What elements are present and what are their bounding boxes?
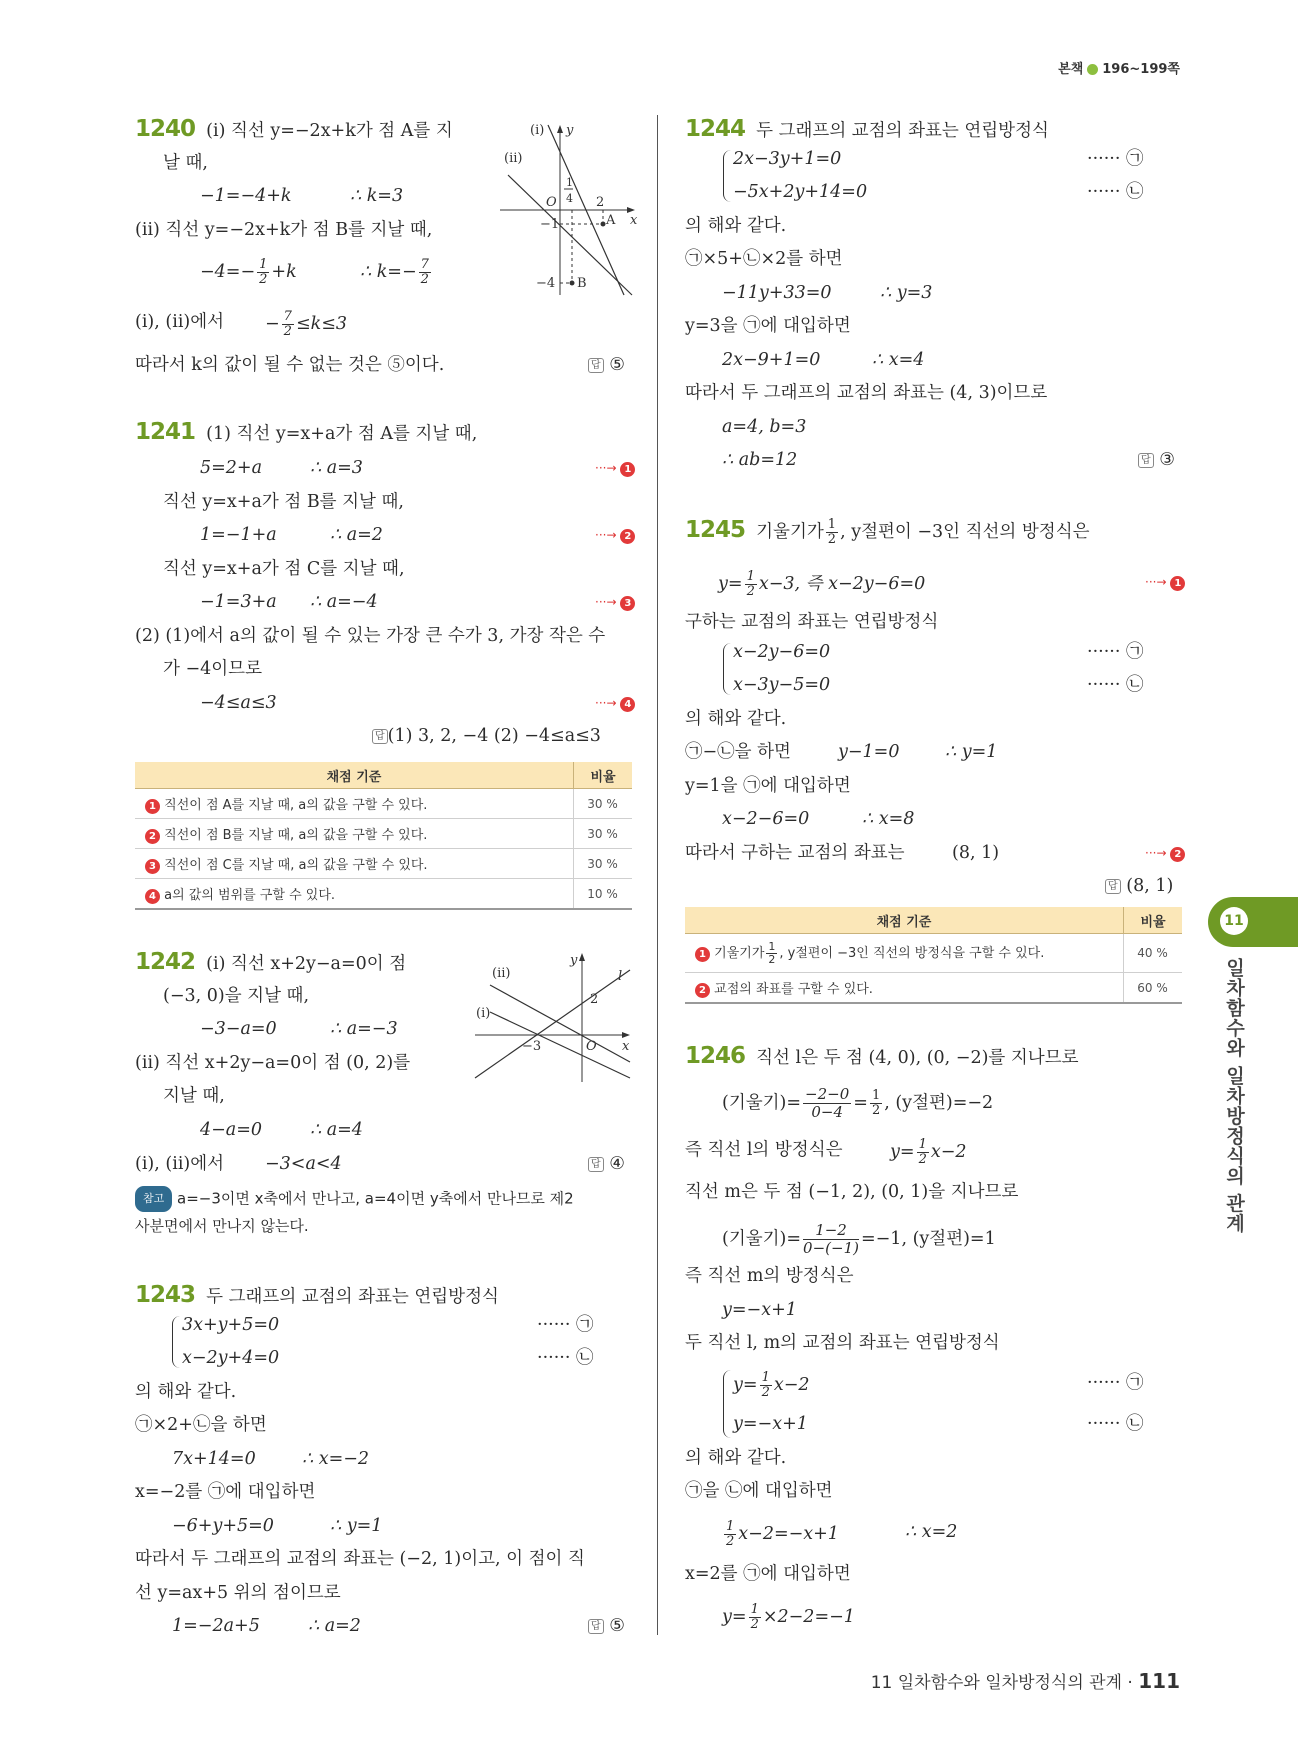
- graph-label: (ⅰ): [530, 123, 545, 138]
- result: ∴ a=−3: [330, 1019, 398, 1039]
- eq-part: (기울기)=: [722, 1093, 802, 1113]
- row-num: 2: [145, 829, 160, 844]
- eq-part: ≤k≤3: [295, 314, 348, 334]
- graph-label: (ⅱ): [492, 966, 511, 981]
- table-header: 비율: [574, 762, 633, 789]
- text-line: ㉠을 ㉡에 대입하면: [685, 1481, 833, 1501]
- equation: [722, 1520, 839, 1549]
- equation: y=−x+1: [722, 1300, 797, 1320]
- table-row: [685, 934, 1182, 973]
- equation: [718, 570, 925, 599]
- equation: [722, 1603, 855, 1632]
- problem-number: 1240: [135, 116, 196, 142]
- fraction: [745, 570, 757, 599]
- text-line: 기울기가: [756, 522, 824, 542]
- text-line: 따라서 k의 값이 될 수 없는 것은 ⑤이다.: [135, 355, 445, 375]
- answer: [1105, 874, 1173, 898]
- row-text: 직선이 점 C를 지날 때, a의 값을 구할 수 있다.: [164, 857, 428, 873]
- numerator: 1: [750, 1602, 759, 1617]
- marker: ㉡: [575, 1348, 594, 1368]
- equation: −11y+33=0: [722, 283, 832, 303]
- text-line: 가 −4이므로: [163, 659, 262, 679]
- marker: ㉡: [1125, 675, 1144, 695]
- table-header: 비율: [1124, 907, 1183, 934]
- note-text: a=−3이면 x축에서 만나고, a=4이면 y축에서 만나므로 제2: [177, 1189, 574, 1208]
- problem-number: 1245: [685, 517, 746, 543]
- header-dot-icon: [1087, 64, 1098, 75]
- denominator: 2: [871, 1103, 881, 1118]
- graph-label: y: [566, 123, 574, 138]
- fraction: [760, 1371, 772, 1400]
- text-line: 두 직선 l, m의 교점의 좌표는 연립방정식: [685, 1333, 1000, 1353]
- result: ∴ a=3: [310, 458, 363, 478]
- text-line: (ⅰ), (ⅱ)에서: [135, 312, 225, 332]
- text-line: x=−2를 ㉠에 대입하면: [135, 1482, 316, 1502]
- row-num: 2: [695, 983, 710, 998]
- denominator: 2: [726, 1534, 735, 1549]
- eq-marker: [1087, 1371, 1143, 1395]
- numerator: 1−2: [803, 1222, 859, 1240]
- equation: [890, 1138, 967, 1167]
- step-num: 2: [620, 529, 635, 544]
- text-line: (2) (1)에서 a의 값이 될 수 있는 가장 큰 수가 3, 가장 작은 수: [135, 626, 606, 646]
- step-marker: ···→ 1: [1145, 570, 1185, 594]
- result: ∴ x=2: [905, 1522, 958, 1542]
- marker: ㉠: [1125, 642, 1144, 662]
- equation: −6+y+5=0: [172, 1516, 274, 1536]
- graph-1242: [470, 950, 635, 1085]
- eq-part: x−2: [773, 1375, 810, 1395]
- denominator: 2: [420, 272, 429, 287]
- eq-part: , (y절편)=−2: [884, 1093, 994, 1113]
- table-row: [135, 819, 632, 849]
- eq-part: x−2=−x+1: [738, 1524, 839, 1544]
- graph-label: 1: [566, 176, 573, 189]
- text-line: y=1을 ㉠에 대입하면: [685, 776, 851, 796]
- brace: [723, 643, 732, 695]
- result: ∴ ab=12: [722, 450, 798, 470]
- eq-part: x−3, 즉 x−2y−6=0: [758, 574, 926, 594]
- answer-value: ④: [609, 1154, 625, 1174]
- equation: −1=3+a: [200, 592, 277, 612]
- row-text: 교점의 좌표를 구할 수 있다.: [714, 981, 873, 997]
- fraction: [826, 518, 838, 547]
- denominator: 2: [750, 1617, 759, 1632]
- note-text: 사분면에서 만나지 않는다.: [135, 1217, 309, 1235]
- row-text: 기울기가: [714, 945, 765, 961]
- text-line: (ⅱ) 직선 y=−2x+k가 점 B를 지날 때,: [135, 220, 433, 240]
- page-header: [1058, 58, 1180, 77]
- page-range: 196~199쪽: [1102, 62, 1180, 77]
- fraction: [766, 941, 777, 966]
- inequality: −3<a<4: [265, 1154, 342, 1174]
- row-ratio: 60 %: [1124, 973, 1183, 1004]
- denominator: 2: [746, 584, 755, 599]
- eq-part: y=: [733, 1375, 758, 1395]
- answer-value: (8, 1): [1126, 876, 1174, 896]
- fraction: [282, 310, 294, 339]
- eq-part: ∴ k=−: [360, 262, 417, 282]
- eq-part: =−1, (y절편)=1: [860, 1229, 996, 1249]
- step-marker: ···→ 1: [595, 456, 635, 480]
- text-line: 직선 y=x+a가 점 B를 지날 때,: [163, 492, 404, 512]
- text-line: 지날 때,: [163, 1086, 225, 1106]
- numerator: 1: [761, 1370, 770, 1385]
- numerator: 1: [726, 1519, 735, 1534]
- equation: y=−x+1: [733, 1414, 808, 1434]
- fraction: [917, 1138, 929, 1167]
- graph-label: −1: [540, 217, 560, 232]
- eq-marker: [1087, 640, 1143, 664]
- graph-label: x: [630, 213, 638, 228]
- equation: −1=−4+k: [200, 186, 292, 206]
- table-header: 채점 기준: [685, 907, 1124, 934]
- result: ∴ y=3: [880, 283, 933, 303]
- graph-label: x: [622, 1039, 630, 1054]
- dots: ······: [1087, 149, 1121, 169]
- fraction: [257, 258, 269, 287]
- row-text: , y절편이 −3인 직선의 방정식을 구할 수 있다.: [779, 945, 1045, 961]
- numerator: 1: [746, 569, 755, 584]
- answer: [588, 1614, 625, 1638]
- fraction: [749, 1603, 761, 1632]
- text-line: 선 y=ax+5 위의 점이므로: [135, 1583, 341, 1603]
- text-line: 즉 직선 l의 방정식은: [685, 1140, 843, 1160]
- dots: ······: [1087, 1414, 1121, 1434]
- scoring-table: [685, 907, 1182, 1004]
- table-row: [135, 849, 632, 879]
- table-row: [135, 789, 632, 819]
- dots: ······: [537, 1315, 571, 1335]
- equation: 3x+y+5=0: [182, 1315, 280, 1335]
- numerator: 1: [259, 257, 268, 272]
- eq-marker: [1087, 1412, 1143, 1436]
- equation: 4−a=0: [200, 1120, 263, 1140]
- eq-marker: [537, 1313, 593, 1337]
- result: ∴ a=4: [310, 1120, 363, 1140]
- fraction: [419, 258, 431, 287]
- answer: [372, 724, 601, 748]
- graph-label: (ⅰ): [476, 1006, 491, 1021]
- graph-label: −3: [522, 1039, 542, 1054]
- result: [360, 258, 433, 287]
- chapter-title: 일차함수와 일차방정식의 관계: [1223, 958, 1245, 1234]
- marker: ㉡: [1125, 182, 1144, 202]
- text-line: x=2를 ㉠에 대입하면: [685, 1564, 851, 1584]
- result: ∴ a=2: [330, 525, 383, 545]
- graph-label: 2: [590, 992, 599, 1007]
- dots: ······: [1087, 642, 1121, 662]
- row-ratio: 30 %: [574, 789, 633, 819]
- equation: y−1=0: [838, 742, 900, 762]
- graph-1240: [500, 120, 640, 300]
- result: ∴ y=1: [945, 742, 998, 762]
- denominator: 2: [827, 532, 837, 547]
- step-marker: ···→ 2: [1145, 841, 1185, 865]
- graph-label: B: [577, 276, 587, 291]
- text-line: 따라서 두 그래프의 교점의 좌표는 (4, 3)이므로: [685, 383, 1048, 403]
- text-line: 직선 l은 두 점 (4, 0), (0, −2)를 지나므로: [756, 1048, 1079, 1068]
- denominator: 0−4: [811, 1103, 843, 1121]
- answer-icon: 답: [1105, 879, 1121, 894]
- eq-part: +k: [271, 262, 297, 282]
- answer: [588, 1152, 625, 1176]
- text-line: 날 때,: [163, 153, 208, 173]
- graph-label: (ⅱ): [504, 151, 523, 166]
- dots: ······: [1087, 675, 1121, 695]
- marker: ㉠: [1125, 149, 1144, 169]
- note-label: 참고: [135, 1186, 172, 1212]
- result: ∴ a=2: [308, 1616, 361, 1636]
- eq-part: =: [853, 1093, 868, 1113]
- text-line: ㉠×2+㉡을 하면: [135, 1415, 267, 1435]
- step-num: 1: [620, 462, 635, 477]
- denominator: 2: [283, 324, 292, 339]
- text-line: 즉 직선 m의 방정식은: [685, 1266, 854, 1286]
- dots: ······: [1087, 182, 1121, 202]
- answer-icon: 답: [588, 1619, 604, 1634]
- graph-label: l: [618, 969, 623, 984]
- column-divider: [657, 115, 658, 1635]
- eq-part: x−2: [930, 1142, 967, 1162]
- equation: 2x−3y+1=0: [733, 149, 842, 169]
- text-line: , y절편이 −3인 직선의 방정식은: [840, 522, 1090, 542]
- row-ratio: 10 %: [574, 879, 633, 910]
- result: ∴ x=−2: [302, 1449, 370, 1469]
- eq-part: (기울기)=: [722, 1229, 802, 1249]
- numerator: 1: [918, 1137, 927, 1152]
- answer: [1138, 448, 1175, 472]
- equation: −5x+2y+14=0: [733, 182, 868, 202]
- chapter-tab: [1208, 897, 1298, 947]
- answer-value: ⑤: [609, 355, 625, 375]
- row-text: a의 값의 범위를 구할 수 있다.: [164, 887, 336, 903]
- eq-part: y=: [718, 574, 743, 594]
- inequality: − $\frac{7}{2}$ ≤k≤3: [265, 309, 348, 339]
- equation: 7x+14=0: [172, 1449, 256, 1469]
- brace: [723, 1370, 732, 1438]
- page-footer: 11 일차함수와 일차방정식의 관계 · 111: [870, 1669, 1180, 1693]
- text-line: (1) 직선 y=x+a가 점 A를 지날 때,: [206, 424, 478, 444]
- text-line: y=3을 ㉠에 대입하면: [685, 316, 851, 336]
- denominator: 2: [768, 952, 776, 966]
- brace: [723, 150, 732, 202]
- brace: [172, 1316, 181, 1368]
- fraction: [803, 1222, 859, 1257]
- eq-part: y=: [722, 1607, 747, 1627]
- equation: 5=2+a: [200, 458, 263, 478]
- text-line: 두 그래프의 교점의 좌표는 연립방정식: [206, 1287, 499, 1307]
- equation: x−2−6=0: [722, 809, 810, 829]
- numerator: −2−0: [805, 1085, 850, 1103]
- equation: [733, 1371, 810, 1400]
- equation: a=4, b=3: [722, 417, 807, 437]
- answer-icon: 답: [588, 1157, 604, 1172]
- step-marker: ···→ 2: [595, 523, 635, 547]
- text-line: ㉠×5+㉡×2를 하면: [685, 249, 843, 269]
- problem-number: 1241: [135, 419, 196, 445]
- answer-icon: 답: [372, 729, 388, 744]
- equation: x−2y+4=0: [182, 1348, 280, 1368]
- answer: [588, 353, 625, 377]
- text-line: 직선 y=x+a가 점 C를 지날 때,: [163, 559, 405, 579]
- row-num: 4: [145, 889, 160, 904]
- text-line: (ⅰ) 직선 y=−2x+k가 점 A를 지: [206, 121, 453, 141]
- book-label: 본책: [1058, 62, 1084, 77]
- row-num: 1: [145, 799, 160, 814]
- denominator: 0−(−1): [803, 1239, 859, 1257]
- denominator: 2: [918, 1152, 927, 1167]
- row-text: 직선이 점 A를 지날 때, a의 값을 구할 수 있다.: [164, 797, 428, 813]
- eq-marker: [1087, 147, 1143, 171]
- text-line: 의 해와 같다.: [135, 1382, 237, 1402]
- denominator: 2: [761, 1385, 770, 1400]
- text-line: 의 해와 같다.: [685, 216, 787, 236]
- equation: x−3y−5=0: [733, 675, 831, 695]
- equation: 1=−2a+5: [172, 1616, 260, 1636]
- text-line: ㉠−㉡을 하면: [685, 742, 791, 762]
- table-row: [135, 879, 632, 910]
- footer-chapter: 11 일차함수와 일차방정식의 관계: [870, 1673, 1123, 1693]
- graph-label: 4: [566, 192, 573, 205]
- result: ∴ k=3: [350, 186, 404, 206]
- problem-number: 1242: [135, 949, 196, 975]
- row-ratio: 30 %: [574, 849, 633, 879]
- answer-value: ③: [1159, 450, 1175, 470]
- fraction: [724, 1520, 736, 1549]
- row-ratio: 40 %: [1124, 934, 1183, 973]
- answer-icon: 답: [1138, 453, 1154, 468]
- marker: ㉠: [575, 1315, 594, 1335]
- step-num: 3: [620, 596, 635, 611]
- dots: ······: [1087, 1373, 1121, 1393]
- text-line: (ⅱ) 직선 x+2y−a=0이 점 (0, 2)를: [135, 1053, 411, 1073]
- numerator: 7: [283, 309, 292, 324]
- eq-part: y=: [890, 1142, 915, 1162]
- answer-value: (1) 3, 2, −4 (2) −4≤a≤3: [387, 726, 601, 746]
- answer-value: ⑤: [609, 1616, 625, 1636]
- eq-part: −4=−: [200, 262, 256, 282]
- eq-marker: [1087, 673, 1143, 697]
- problem-number: 1243: [135, 1282, 196, 1308]
- marker: ㉡: [1125, 1414, 1144, 1434]
- graph-label: 2: [596, 195, 605, 210]
- equation: 1=−1+a: [200, 525, 277, 545]
- step-marker: ···→ 4: [595, 691, 635, 715]
- graph-label: y: [570, 953, 578, 968]
- eq-part: ×2−2=−1: [762, 1607, 855, 1627]
- graph-label: O: [546, 195, 557, 210]
- text-line: 따라서 구하는 교점의 좌표는: [685, 843, 905, 863]
- step-num: 4: [620, 697, 635, 712]
- result: ∴ x=8: [862, 809, 915, 829]
- equation: 2x−9+1=0: [722, 350, 821, 370]
- text-line: 구하는 교점의 좌표는 연립방정식: [685, 612, 939, 632]
- problem-number: 1244: [685, 116, 746, 142]
- numerator: 7: [420, 257, 429, 272]
- eq-marker: [537, 1346, 593, 1370]
- row-num: 1: [695, 947, 710, 962]
- table-row: [685, 973, 1182, 1004]
- result: ∴ x=4: [872, 350, 925, 370]
- fraction: [803, 1086, 851, 1121]
- text-line: 따라서 두 그래프의 교점의 좌표는 (−2, 1)이고, 이 점이 직: [135, 1549, 585, 1569]
- table-header: 채점 기준: [135, 762, 574, 789]
- text-line: 의 해와 같다.: [685, 1448, 787, 1468]
- slope-m: [722, 1222, 996, 1257]
- denominator: 2: [259, 272, 268, 287]
- problem-number: 1246: [685, 1043, 746, 1069]
- text-line: (ⅰ), (ⅱ)에서: [135, 1154, 225, 1174]
- marker: ㉠: [1125, 1373, 1144, 1393]
- row-num: 3: [145, 859, 160, 874]
- graph-label: A: [606, 213, 616, 228]
- chapter-number: 11: [1220, 907, 1248, 935]
- scoring-table: [135, 762, 632, 910]
- result: ∴ a=−4: [310, 592, 378, 612]
- dots: ······: [537, 1348, 571, 1368]
- page-number: 111: [1138, 1669, 1180, 1693]
- equation: −4≤a≤3: [200, 693, 277, 713]
- equation: −3−a=0: [200, 1019, 277, 1039]
- fraction: [870, 1089, 882, 1118]
- answer-icon: 답: [588, 358, 604, 373]
- text-line: (−3, 0)을 지날 때,: [163, 986, 310, 1006]
- graph-label: −4: [536, 276, 556, 291]
- text-line: 직선 m은 두 점 (−1, 2), (0, 1)을 지나므로: [685, 1182, 1019, 1202]
- equation: x−2y−6=0: [733, 642, 831, 662]
- numerator: 1: [827, 517, 837, 532]
- note: [135, 1186, 574, 1212]
- numerator: 1: [871, 1088, 881, 1103]
- step-marker: ···→ 3: [595, 590, 635, 614]
- numerator: 1: [768, 939, 776, 953]
- equation: [200, 258, 297, 287]
- eq-marker: [1087, 180, 1143, 204]
- graph-label: O: [586, 1039, 597, 1054]
- text-line: 두 그래프의 교점의 좌표는 연립방정식: [756, 121, 1049, 141]
- result: ∴ y=1: [330, 1516, 383, 1536]
- text-line: 의 해와 같다.: [685, 709, 787, 729]
- text-line: (ⅰ) 직선 x+2y−a=0이 점: [206, 954, 407, 974]
- slope-l: [722, 1086, 993, 1121]
- result: (8, 1): [952, 843, 1000, 863]
- step-num: 1: [1170, 576, 1185, 591]
- row-ratio: 30 %: [574, 819, 633, 849]
- step-num: 2: [1170, 847, 1185, 862]
- row-text: 직선이 점 B를 지날 때, a의 값을 구할 수 있다.: [164, 827, 428, 843]
